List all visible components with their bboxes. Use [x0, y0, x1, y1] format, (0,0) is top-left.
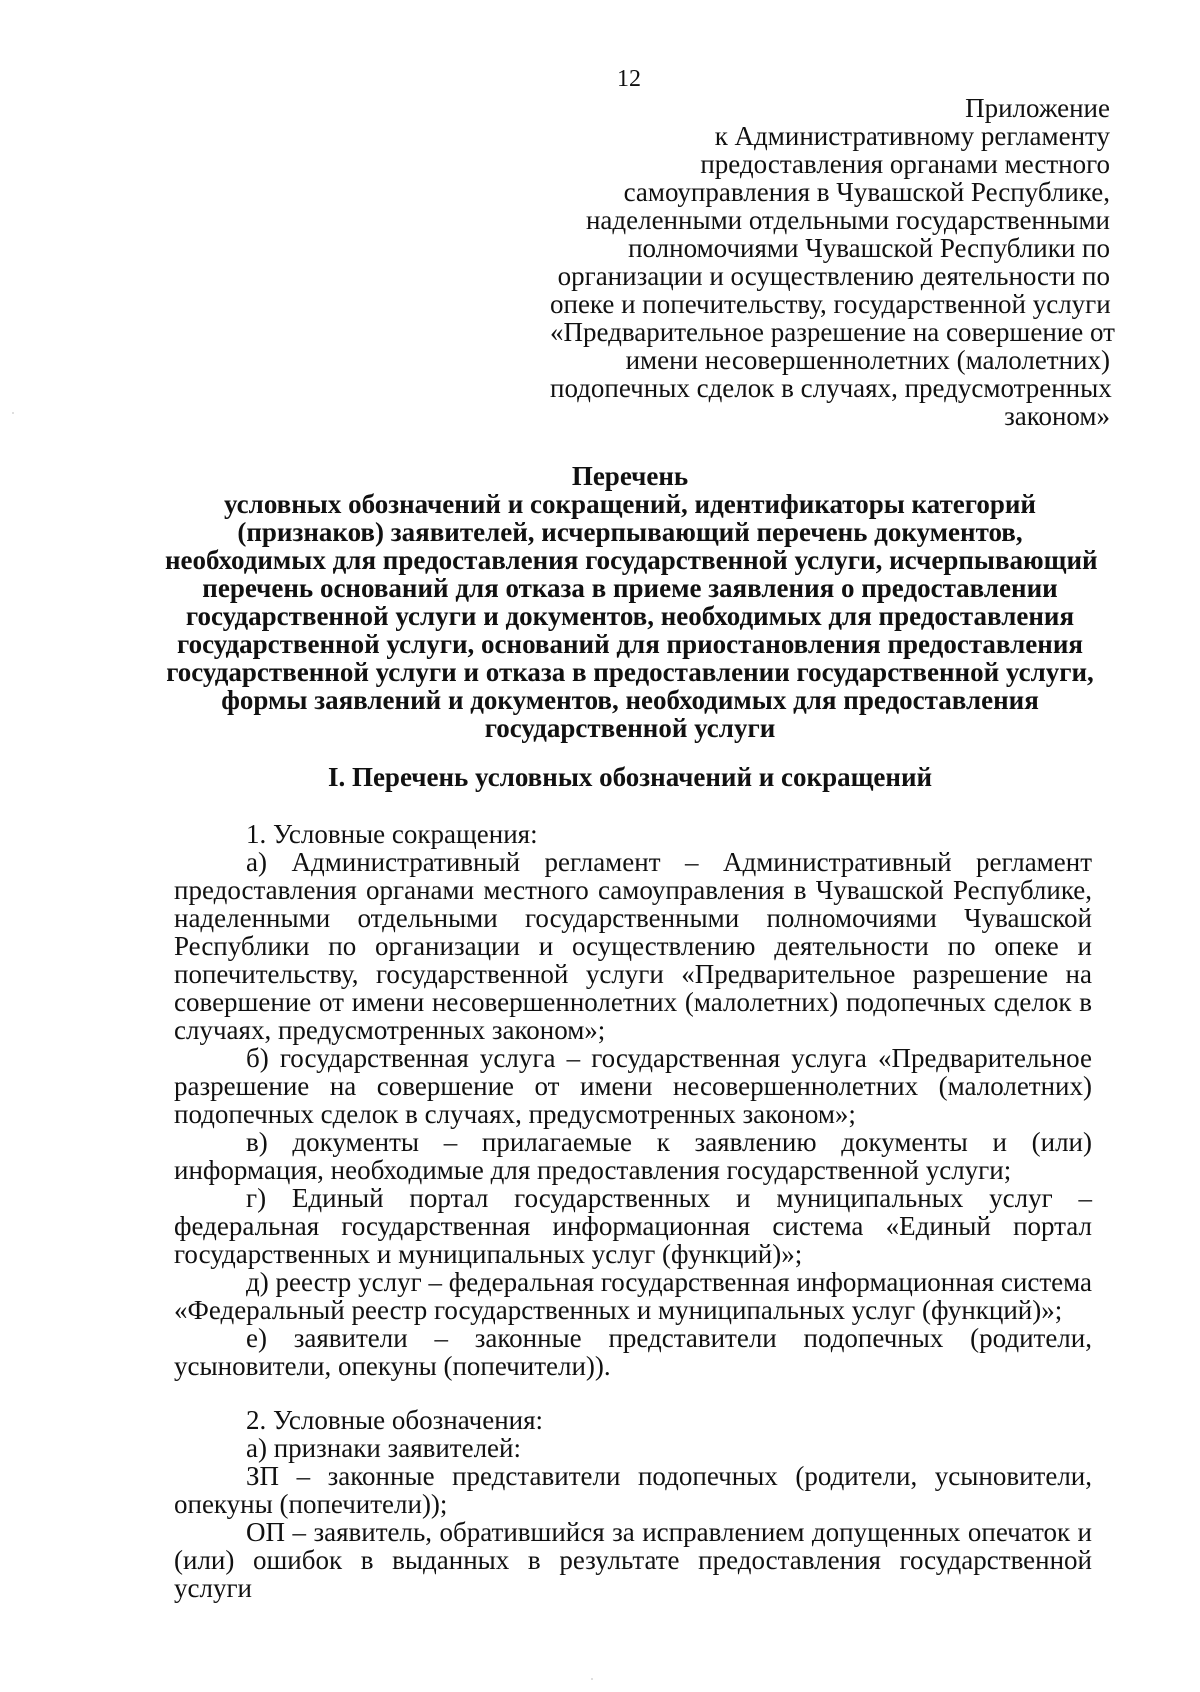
title-line: государственной услуги и отказа в предоставлении государственной услуги,: [166, 657, 1094, 687]
designations-heading: 2. Условные обозначения:: [246, 1405, 544, 1435]
title-line: необходимых для предоставления государственной услуги, исчерпывающий: [165, 545, 1098, 575]
abbreviation-item: а) Административный регламент – Административный регламент предоставления органами местного самоуправления в Чувашской Республике, наделенными отдельными государственными полномочиями Чувашской Республики по организации и осуществлению деятельности по опеке и попечительству, государственной услуги «Предварительное разрешение на совершение от имени несовершеннолетних (малолетних) подопечных сделок в случаях, предусмотренных законом»;: [174, 847, 1092, 1045]
appendix-line: организации и осуществлению деятельности по: [557, 261, 1110, 291]
title-line: (признаков) заявителей, исчерпывающий перечень документов,: [237, 517, 1023, 547]
page-number: 12: [617, 66, 641, 92]
abbreviations-block: [174, 820, 1092, 1380]
abbreviation-item: в) документы – прилагаемые к заявлению документы и (или) информация, необходимые для предоставления государственной услуги;: [174, 1127, 1092, 1185]
scan-speck: [12, 412, 14, 414]
appendix-line: к Административному регламенту: [714, 121, 1110, 151]
appendix-line: имени несовершеннолетних (малолетних): [625, 345, 1110, 375]
title-line: формы заявлений и документов, необходимых для предоставления: [221, 685, 1039, 715]
appendix-line: самоуправления в Чувашской Республике,: [623, 177, 1110, 207]
title-heading: Перечень: [571, 461, 689, 491]
abbreviation-item: е) заявители – законные представители подопечных (родители, усыновители, опекуны (попечители)).: [174, 1323, 1092, 1381]
abbreviations-heading: 1. Условные сокращения:: [246, 819, 538, 849]
section-heading: I. Перечень условных обозначений и сокращений: [327, 762, 933, 792]
appendix-line: подопечных сделок в случаях, предусмотренных: [550, 373, 1112, 403]
appendix-line: наделенными отдельными государственными: [585, 205, 1110, 235]
scan-speck: [591, 1678, 593, 1680]
designation-item: ОП – заявитель, обратившийся за исправлением допущенных опечаток и (или) ошибок в выданных в результате предоставления государственной услуги: [174, 1517, 1092, 1603]
appendix-line: законом»: [1004, 401, 1110, 431]
designations-block: [174, 1406, 1092, 1602]
designation-item: ЗП – законные представители подопечных (родители, усыновители, опекуны (попечители));: [174, 1461, 1092, 1519]
appendix-line: Приложение: [965, 93, 1110, 123]
title-line: государственной услуги: [484, 713, 776, 743]
document-title: [165, 461, 1098, 743]
title-line: государственной услуги, оснований для приостановления предоставления: [176, 629, 1083, 659]
appendix-line: полномочиями Чувашской Республики по: [628, 233, 1110, 263]
appendix-line: «Предварительное разрешение на совершение от: [550, 317, 1115, 347]
abbreviation-item: г) Единый портал государственных и муниципальных услуг – федеральная государственная информационная система «Единый портал государственных и муниципальных услуг (функций)»;: [174, 1183, 1092, 1269]
title-line: перечень оснований для отказа в приеме заявления о предоставлении: [202, 573, 1058, 603]
abbreviation-item: д) реестр услуг – федеральная государственная информационная система «Федеральный реестр государственных и муниципальных услуг (функций)»;: [174, 1267, 1092, 1325]
abbreviation-item: б) государственная услуга – государственная услуга «Предварительное разрешение на совершение от имени несовершеннолетних (малолетних) подопечных сделок в случаях, предусмотренных законом»;: [174, 1043, 1092, 1129]
appendix-line: опеке и попечительству, государственной услуги: [550, 289, 1111, 319]
title-line: государственной услуги и документов, необходимых для предоставления: [185, 601, 1075, 631]
appendix-header: [550, 93, 1115, 431]
designations-subheading: а) признаки заявителей:: [246, 1433, 521, 1463]
appendix-line: предоставления органами местного: [700, 149, 1110, 179]
title-line: условных обозначений и сокращений, идентификаторы категорий: [224, 489, 1036, 519]
